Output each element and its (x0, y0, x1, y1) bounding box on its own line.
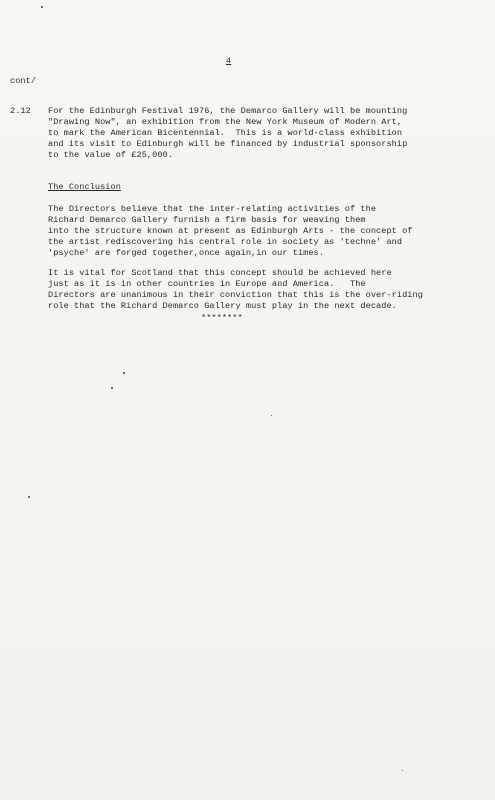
text-line: 'psyche' are forged together,once again,in our times. (48, 248, 324, 258)
text-line: into the structure known at present as Edinburgh Arts - the concept of (48, 226, 413, 236)
text-line: For the Edinburgh Festival 1976, the Demarco Gallery will be mounting (48, 106, 408, 116)
continuation-mark: cont/ (10, 76, 37, 86)
text-line: just as it is in other countries in Europe and America. The (48, 279, 366, 289)
paper-speck (123, 372, 125, 374)
text-line: to the value of £25,000. (48, 150, 173, 160)
text-line: Richard Demarco Gallery furnish a firm basis for weaving them (48, 215, 366, 225)
conclusion-heading: The Conclusion (48, 182, 121, 192)
text-line: Directors are unanimous in their conviction that this is the over-riding (48, 290, 423, 300)
page-number: 4 (226, 56, 232, 66)
end-of-text-mark: ******** (201, 313, 243, 323)
paper-speck (402, 770, 403, 771)
section-number: 2.12 (10, 106, 31, 116)
text-line: to mark the American Bicentennial. This is a world-class exhibition (48, 128, 403, 138)
conclusion-paragraph-2 (48, 268, 423, 312)
text-line: "Drawing Now", an exhibition from the New York Museum of Modern Art, (48, 117, 403, 127)
text-line: and its visit to Edinburgh will be financed by industrial sponsorship (48, 139, 408, 149)
text-line: the artist rediscovering his central role in society as 'techne' and (48, 237, 403, 247)
text-line: The Directors believe that the inter-relating activities of the (48, 204, 377, 214)
paper-speck (41, 6, 43, 8)
paper-speck (28, 496, 30, 498)
text-line: It is vital for Scotland that this concept should be achieved here (48, 268, 392, 278)
conclusion-paragraph-1 (48, 204, 413, 259)
text-line: role that the Richard Demarco Gallery must play in the next decade. (48, 301, 397, 311)
section-2-12-body (48, 106, 407, 161)
paper-speck (271, 415, 272, 416)
paper-speck (111, 387, 113, 389)
